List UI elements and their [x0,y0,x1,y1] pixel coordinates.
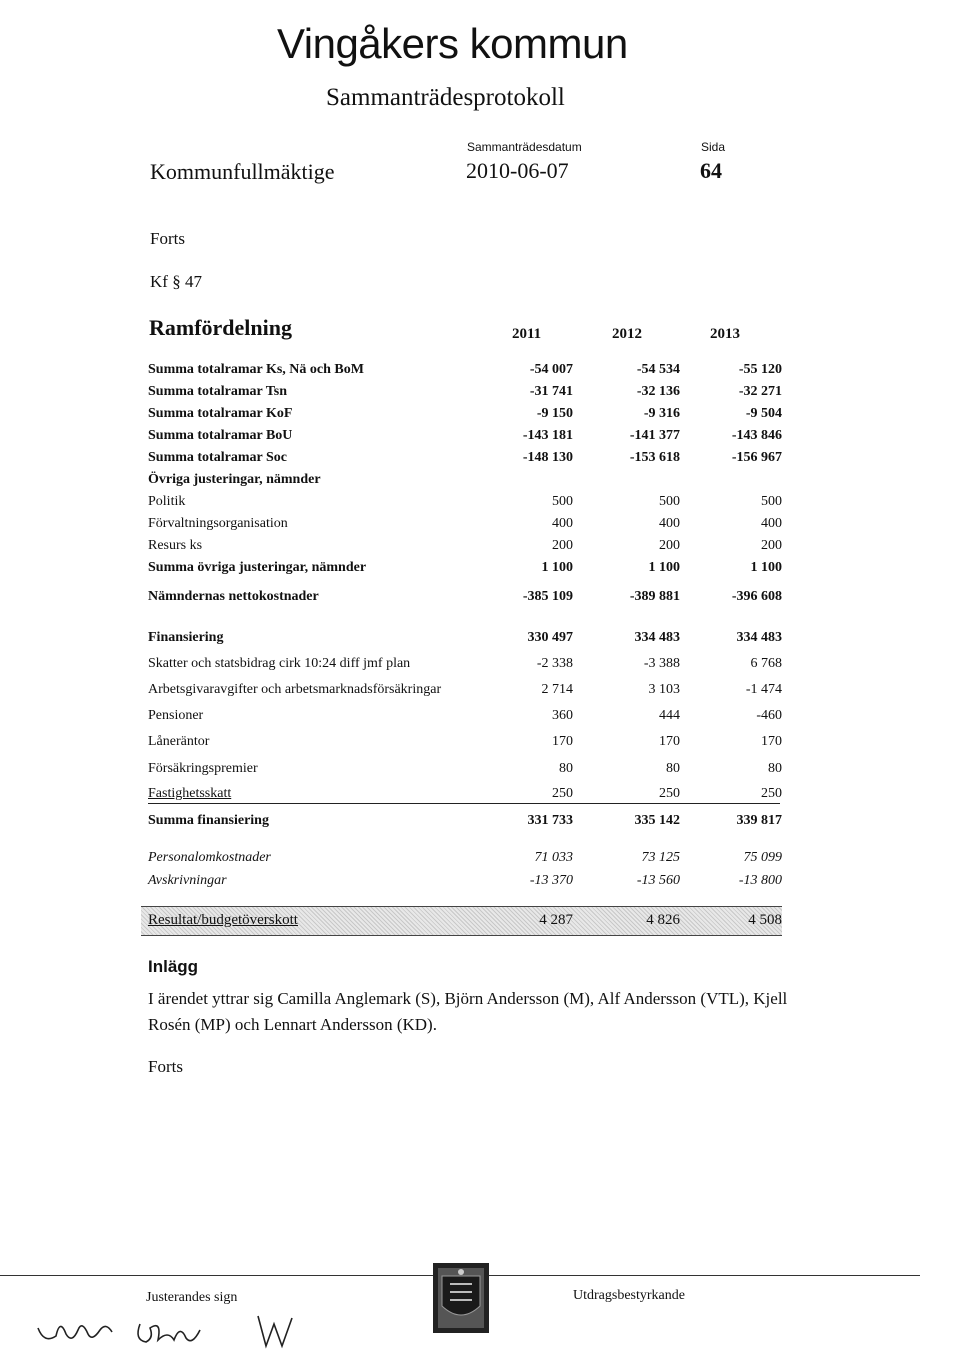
value-2013: 6 768 [750,656,782,671]
row-label: Förvaltningsorganisation [148,516,288,531]
value-2013: 4 508 [748,912,782,928]
page-label: Sida [701,140,726,154]
value-2013: -32 271 [738,384,782,399]
organization-name: Vingåkers kommun [277,20,628,67]
value-2012: 80 [666,761,680,776]
value-2013: -1 474 [745,682,782,697]
forts-top: Forts [150,229,185,248]
value-2011: 170 [552,734,573,749]
row-label: Låneräntor [148,734,210,749]
year-col-1: 2011 [512,326,542,342]
value-2013: -55 120 [738,362,782,377]
table-row [148,428,782,450]
row-label: Pensioner [148,708,204,723]
table-row [148,786,782,808]
table-row [148,682,782,704]
row-label: Summa totalramar Tsn [148,384,287,399]
value-2013: 334 483 [736,630,782,645]
row-label: Resurs ks [148,538,203,553]
value-2012: 170 [659,734,680,749]
municipal-seal-icon [432,1262,490,1334]
paragraph-number: Kf § 47 [150,272,202,291]
value-2013: -156 967 [731,450,782,465]
table-row [148,630,782,652]
value-2011: -9 150 [536,406,573,421]
table-row [148,656,782,678]
value-2012: 3 103 [648,682,680,697]
table-row [148,406,782,428]
page-number: 64 [700,158,722,183]
sum-divider [148,803,780,804]
row-label: Summa totalramar BoU [148,428,293,443]
body-name: Kommunfullmäktige [150,159,335,184]
value-2013: 200 [761,538,782,553]
row-label: Summa totalramar KoF [148,406,293,421]
value-2011: -148 130 [522,450,573,465]
value-2013: 80 [768,761,782,776]
value-2012: -54 534 [636,362,680,377]
table-row [148,494,782,516]
value-2011: 330 497 [527,630,573,645]
value-2011: 400 [552,516,573,531]
table-row [148,538,782,560]
value-2011: 4 287 [539,912,573,928]
inlagg-heading: Inlägg [148,957,199,976]
value-2011: 500 [552,494,573,509]
value-2013: -143 846 [731,428,782,443]
value-2013: 250 [761,786,782,801]
value-2011: -143 181 [522,428,573,443]
row-label: Försäkringspremier [148,761,258,776]
year-col-3: 2013 [710,326,740,342]
section-title: Ramfördelning [149,315,292,340]
table-row [148,873,782,895]
value-2011: -2 338 [536,656,573,671]
value-2011: 1 100 [541,560,573,575]
value-2013: 500 [761,494,782,509]
value-2012: -13 560 [636,873,680,888]
table-row [148,384,782,406]
table-row [148,813,782,835]
value-2012: 250 [659,786,680,801]
row-label: Skatter och statsbidrag cirk 10:24 diff jmf plan [148,656,411,671]
table-row [148,450,782,472]
row-label: Avskrivningar [148,873,227,888]
value-2011: 200 [552,538,573,553]
value-2011: -54 007 [529,362,573,377]
row-label: Summa övriga justeringar, nämnder [148,560,367,575]
value-2013: 339 817 [736,813,782,828]
row-label: Personalomkostnader [148,850,271,865]
value-2011: 360 [552,708,573,723]
row-label: Resultat/budgetöverskott [148,912,298,928]
meeting-date: 2010-06-07 [466,158,569,183]
row-label: Finansiering [148,630,224,645]
justerandes-sign-label: Justerandes sign [146,1290,238,1305]
forts-bottom: Forts [148,1057,183,1076]
table-row [148,472,782,494]
value-2013: 75 099 [743,850,782,865]
value-2013: -460 [756,708,782,723]
date-label: Sammanträdesdatum [467,140,582,154]
value-2012: 4 826 [646,912,680,928]
table-row [148,362,782,384]
row-label: Politik [148,494,186,509]
value-2012: 334 483 [634,630,680,645]
value-2013: 1 100 [750,560,782,575]
utdragsbestyrkande-label: Utdragsbestyrkande [573,1288,685,1303]
table-row [148,708,782,730]
year-col-2: 2012 [612,326,642,342]
document-type: Sammanträdesprotokoll [326,84,565,111]
row-label: Summa finansiering [148,813,269,828]
row-label: Övriga justeringar, nämnder [148,472,321,487]
table-row [148,516,782,538]
value-2013: -396 608 [731,589,782,604]
value-2011: 71 033 [534,850,573,865]
value-2011: -31 741 [529,384,573,399]
value-2011: -13 370 [529,873,573,888]
value-2012: 400 [659,516,680,531]
value-2012: -389 881 [629,589,680,604]
row-label: Summa totalramar Ks, Nä och BoM [148,362,364,377]
row-label: Arbetsgivaravgifter och arbetsmarknadsförsäkringar [148,682,442,697]
value-2012: -3 388 [643,656,680,671]
table-row [148,734,782,756]
table-row [148,850,782,872]
row-label: Fastighetsskatt [148,786,232,801]
table-row [148,560,782,582]
value-2012: 200 [659,538,680,553]
row-label: Nämndernas nettokostnader [148,589,319,604]
value-2011: 331 733 [527,813,573,828]
inlagg-text: I ärendet yttrar sig Camilla Anglemark (S), Björn Andersson (M), Alf Andersson (VTL), Kjell Rosén (MP) och Lennart Andersson (KD). [148,989,788,1034]
value-2012: 73 125 [641,850,680,865]
table-row [148,589,782,611]
value-2012: 335 142 [634,813,680,828]
value-2011: -385 109 [522,589,573,604]
value-2012: -141 377 [629,428,680,443]
table-row [148,761,782,783]
value-2012: 1 100 [648,560,680,575]
value-2013: 400 [761,516,782,531]
handwritten-signatures [30,1300,330,1360]
value-2013: -13 800 [738,873,782,888]
value-2012: -9 316 [643,406,680,421]
value-2011: 250 [552,786,573,801]
value-2012: 500 [659,494,680,509]
value-2011: 2 714 [541,682,573,697]
value-2013: -9 504 [745,406,782,421]
value-2012: -153 618 [629,450,680,465]
table-row-result [148,912,782,934]
value-2011: 80 [559,761,573,776]
value-2012: -32 136 [636,384,680,399]
value-2013: 170 [761,734,782,749]
row-label: Summa totalramar Soc [148,450,287,465]
value-2012: 444 [659,708,680,723]
